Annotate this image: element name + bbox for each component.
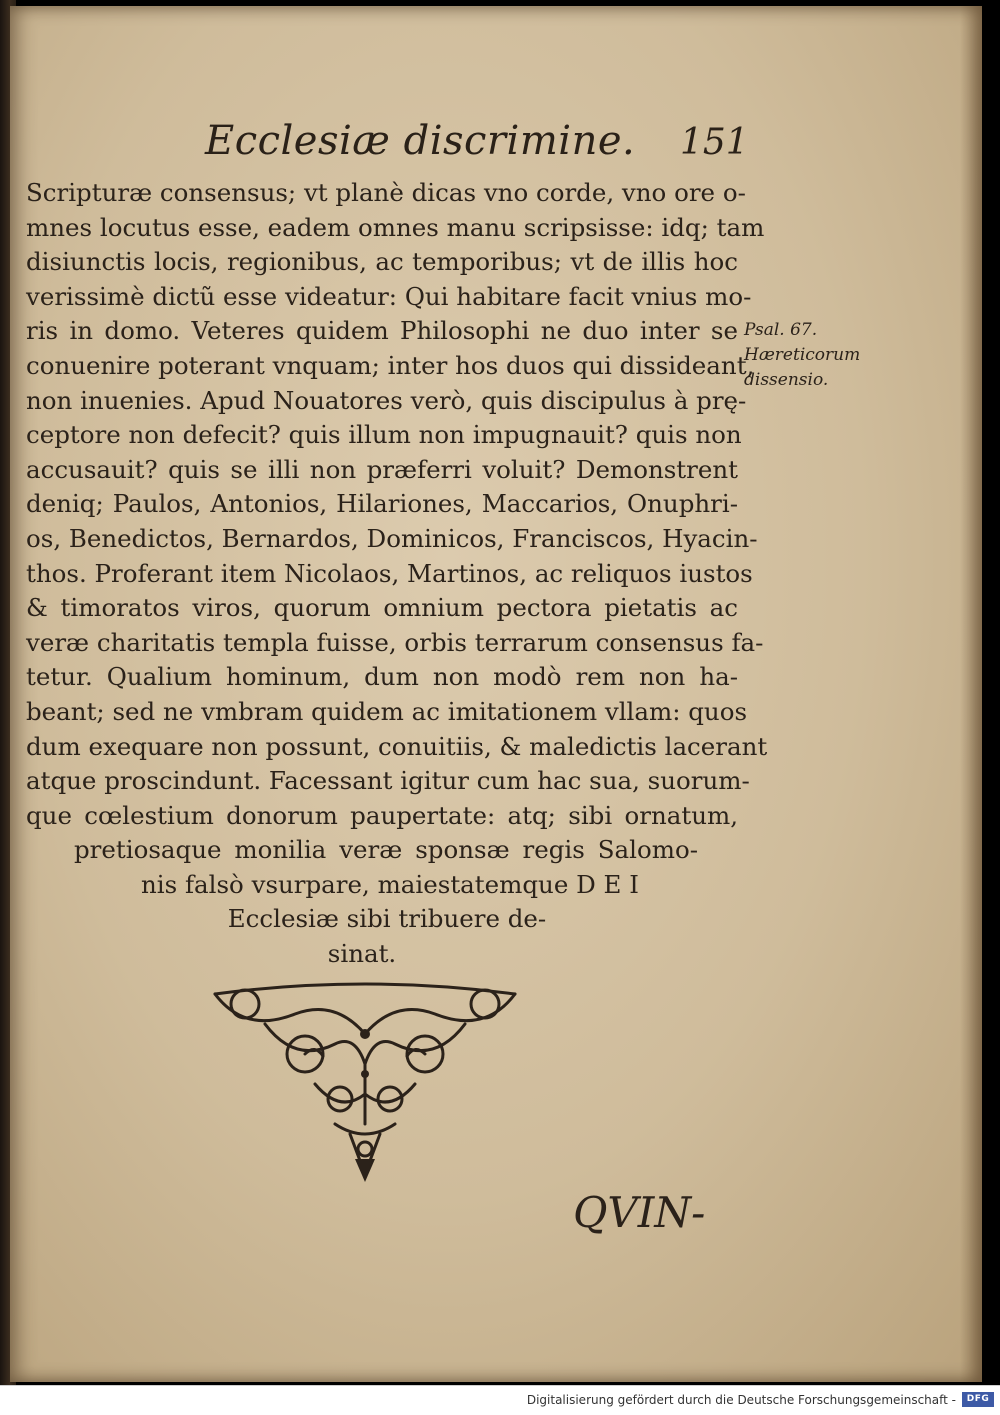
text-line: pretiosaque monilia veræ sponsæ regis Salomo- (74, 835, 698, 865)
funding-credit: Digitalisierung gefördert durch die Deutsche Forschungsgemeinschaft - (526, 1393, 956, 1407)
text-line: os, Benedictos, Bernardos, Dominicos, Franciscos, Hyacin- (26, 523, 758, 553)
text-line: non inuenies. Apud Nouatores verò, quis discipulus à prę- (26, 385, 747, 415)
text-line: atque proscindunt. Facessant igitur cum hac sua, suorum- (26, 766, 750, 796)
text-line: mnes locutus esse, eadem omnes manu scripsisse: idq; tam (26, 212, 765, 242)
digitization-footer (0, 1385, 1000, 1415)
page-number: 151 (680, 122, 749, 163)
text-line: ris in domo. Veteres quidem Philosophi ne duo inter se (26, 316, 738, 346)
text-line: thos. Proferant item Nicolaos, Martinos, ac reliquos iustos (26, 558, 753, 588)
tailpiece-ornament (205, 974, 525, 1184)
margin-note-line: Hæreticorum (744, 345, 861, 365)
text-line: accusauit? quis se illi non præferri voluit? Demonstrent (26, 454, 738, 484)
margin-note-line: dissensio. (744, 370, 829, 390)
text-line: que cœlestium donorum paupertate: atq; sibi ornatum, (26, 800, 738, 830)
text-line: beant; sed ne vmbram quidem ac imitationem vllam: quos (26, 696, 748, 726)
text-line: tetur. Qualium hominum, dum non modò rem non ha- (26, 662, 738, 692)
text-line: verissimè dictũ esse videatur: Qui habitare facit vnius mo- (26, 281, 752, 311)
text-line: deniq; Paulos, Antonios, Hilariones, Maccarios, Onuphri- (26, 489, 738, 519)
text-line: dum exequare non possunt, conuitiis, & maledictis lacerant (26, 731, 768, 761)
text-line: nis falsò vsurpare, maiestatemque D E I (141, 869, 639, 899)
text-line: & timoratos viros, quorum omnium pectora pietatis ac (26, 593, 738, 623)
dfg-logo[interactable]: DFG (962, 1392, 994, 1407)
text-line: Scripturæ consensus; vt planè dicas vno corde, vno ore o- (26, 178, 746, 207)
text-line: conuenire poterant vnquam; inter hos duos qui dissideant, (26, 350, 755, 380)
page-header (10, 118, 982, 178)
page-shadow-edge (960, 6, 982, 1382)
catchword: QVIN- (573, 1188, 706, 1237)
text-line: veræ charitatis templa fuisse, orbis terrarum consensus fa- (26, 627, 764, 657)
book-page (10, 6, 982, 1382)
body-text (26, 176, 768, 972)
text-line: disiunctis locis, regionibus, ac temporibus; vt de illis hoc (26, 247, 738, 277)
running-head: Ecclesiæ discrimine. (205, 118, 636, 164)
text-line: sinat. (327, 939, 397, 969)
text-line: ceptore non defecit? quis illum non impugnauit? quis non (26, 420, 742, 450)
margin-scripture-ref: Psal. 67. (744, 320, 818, 340)
margin-notes (744, 318, 860, 393)
text-line: Ecclesiæ sibi tribuere de- (227, 904, 547, 934)
